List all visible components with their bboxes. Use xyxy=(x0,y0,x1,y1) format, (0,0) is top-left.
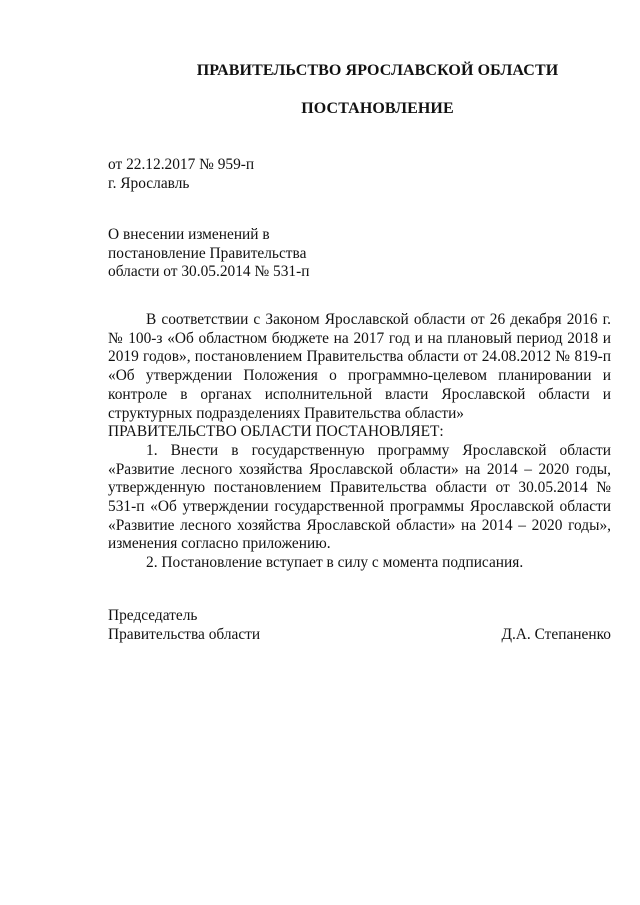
item-2-paragraph: 2. Постановление вступает в силу с момента подписания. xyxy=(146,554,524,572)
preamble-paragraph: В соответствии с Законом Ярославской области от 26 декабря 2016 г. № 100-з «Об областном бюджете на 2017 год и на плановый период 2018 и 2019 годов», постановлением Правительства области от 24.08.2012 № 819-п «Об утверждении Положения о программно-целевом планировании и контроле в органах исполнительной власти Ярославской области и структурных подразделениях Правительства области» xyxy=(108,311,611,422)
decree-statement: ПРАВИТЕЛЬСТВО ОБЛАСТИ ПОСТАНОВЛЯЕТ: xyxy=(108,423,444,441)
signature-position-line-1: Председатель xyxy=(108,607,198,624)
date-number: от 22.12.2017 № 959-п xyxy=(108,156,255,173)
subject-line-2: постановление Правительства xyxy=(108,245,307,262)
signature-position-line-2: Правительства области xyxy=(108,626,261,643)
item-1-paragraph: 1. Внести в государственную программу Ярославской области «Развитие лесного хозяйства Ярославской области» на 2014 – 2020 годы, утвержденную постановлением Правительства области от 30.05.2014 № 531-п «Об утверждении государственной программы Ярославской области «Развитие лесного хозяйства Ярославской области» на 2014 – 2020 годы», изменения согласно приложению. xyxy=(108,441,611,553)
document-body xyxy=(108,311,611,573)
subject-line-1: О внесении изменений в xyxy=(108,226,270,243)
city: г. Ярославль xyxy=(108,175,190,192)
signatory-name: Д.А. Степаненко xyxy=(501,626,611,643)
subject-line-3: области от 30.05.2014 № 531-п xyxy=(108,263,310,280)
document-type-heading: ПОСТАНОВЛЕНИЕ xyxy=(301,100,454,117)
government-heading: ПРАВИТЕЛЬСТВО ЯРОСЛАВСКОЙ ОБЛАСТИ xyxy=(196,62,559,79)
